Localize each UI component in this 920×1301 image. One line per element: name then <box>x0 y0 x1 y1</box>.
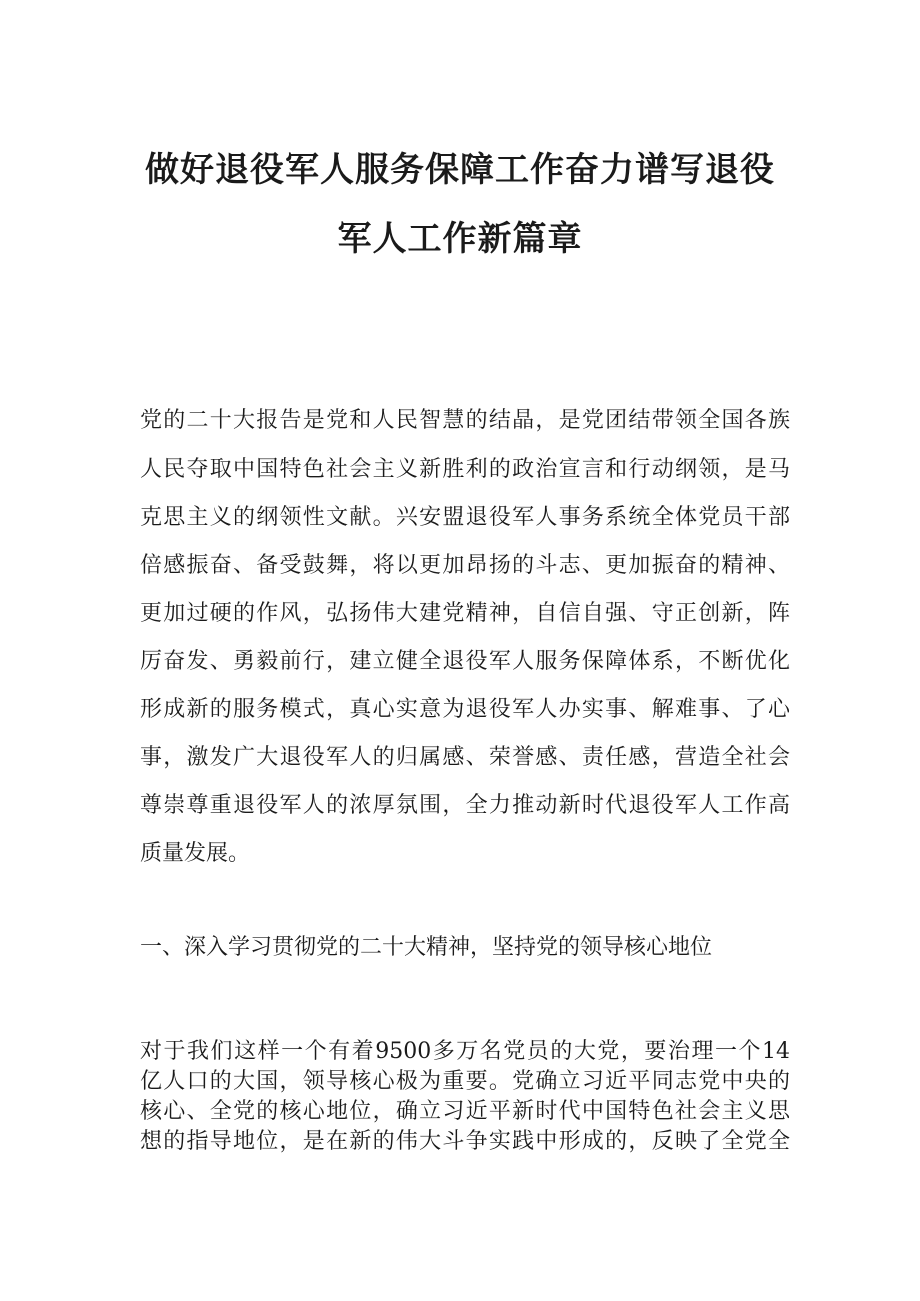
paragraph-1-line: 倍感振奋、备受鼓舞，将以更加昂扬的斗志、更加振奋的精神、 <box>140 553 790 578</box>
paragraph-1-line: 事，激发广大退役军人的归属感、荣誉感、责任感，营造全社会 <box>140 745 790 770</box>
paragraph-2-line: 核心、全党的核心地位，确立习近平新时代中国特色社会主义思 <box>140 1099 790 1124</box>
paragraph-1-line: 质量发展。 <box>140 841 251 866</box>
document-title-line-2: 军人工作新篇章 <box>337 219 583 259</box>
paragraph-1-line: 更加过硬的作风，弘扬伟大建党精神，自信自强、守正创新，阵 <box>140 601 790 626</box>
paragraph-1-line: 人民夺取中国特色社会主义新胜利的政治宣言和行动纲领，是马 <box>140 457 790 482</box>
document-title-line-1: 做好退役军人服务保障工作奋力谱写退役 <box>145 150 775 190</box>
paragraph-1-line: 尊崇尊重退役军人的浓厚氛围，全力推动新时代退役军人工作高 <box>140 793 790 818</box>
paragraph-1-line: 形成新的服务模式，真心实意为退役军人办实事、解难事、了心 <box>140 697 790 722</box>
paragraph-2-line: 亿人口的大国，领导核心极为重要。党确立习近平同志党中央的 <box>140 1069 790 1094</box>
paragraph-2-line: 想的指导地位，是在新的伟大斗争实践中形成的，反映了全党全 <box>140 1129 790 1154</box>
paragraph-1-line: 党的二十大报告是党和人民智慧的结晶，是党团结带领全国各族 <box>140 408 790 433</box>
paragraph-1-line: 厉奋发、勇毅前行，建立健全退役军人服务保障体系，不断优化 <box>140 649 790 674</box>
paragraph-1-line: 克思主义的纲领性文献。兴安盟退役军人事务系统全体党员干部 <box>140 505 790 530</box>
section-1-heading: 一、深入学习贯彻党的二十大精神，坚持党的领导核心地位 <box>140 935 713 960</box>
paragraph-2-line: 对于我们这样一个有着9500多万名党员的大党，要治理一个14 <box>140 1039 790 1064</box>
